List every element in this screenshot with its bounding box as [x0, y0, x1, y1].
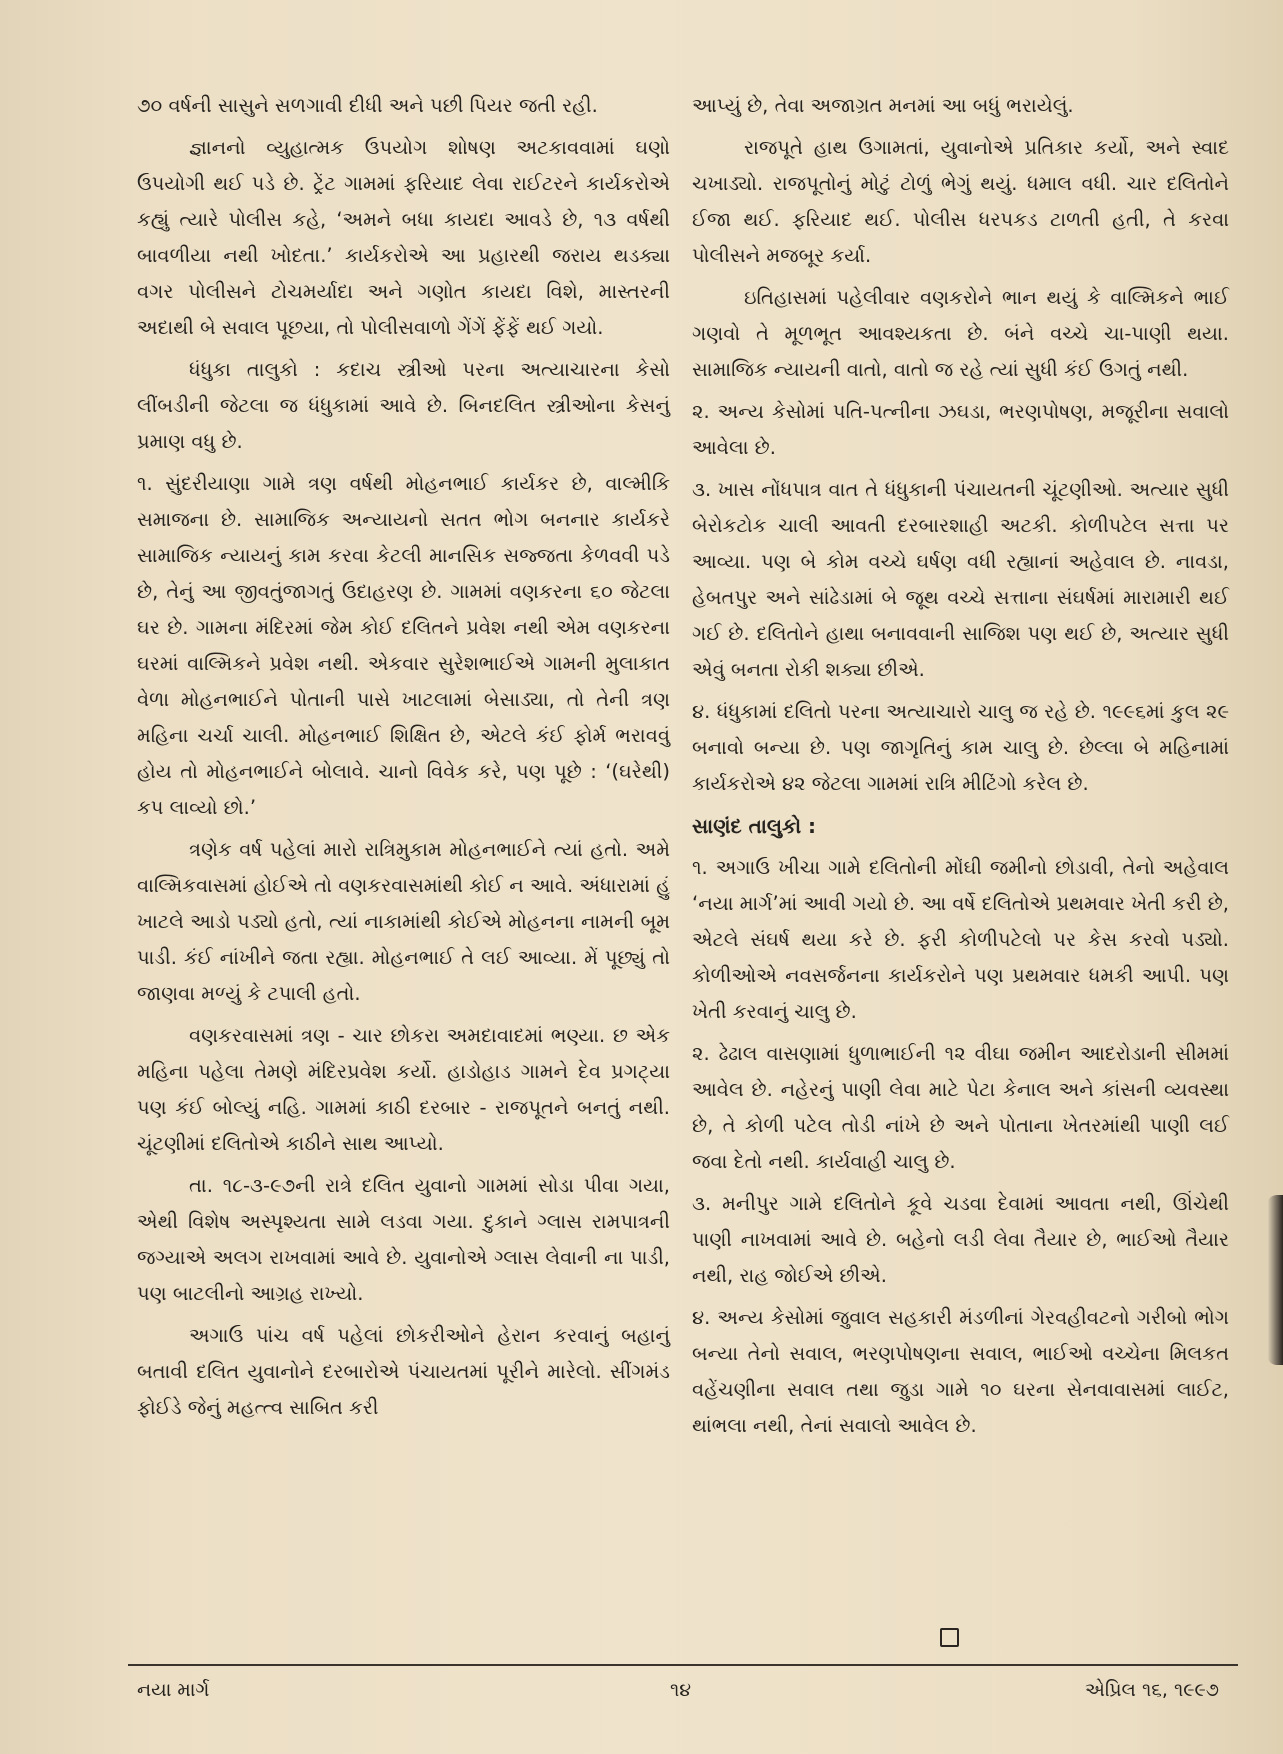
paragraph: આપ્યું છે, તેવા અજાગ્રત મનમાં આ બધું ભરાયેલું. [692, 94, 1074, 117]
section-heading: સાણંદ તાલુકો : [692, 814, 817, 838]
paragraph: ૧. અગાઉ ખીચા ગામે દલિતોની મોંઘી જમીનો છોડાવી, તેનો અહેવાલ ‘નયા માર્ગ’માં આવી ગયો છે. આ વર્ષે દલિતોએ પ્રથમવાર ખેતી કરી છે, એટલે સંઘર્ષ થયા કરે છે. ફરી કોળીપટેલો પર કેસ કરવો પડ્યો. કોળીઓએ નવસર્જનના કાર્યકરોને પણ પ્રથમવાર ધમકી આપી. પણ ખેતી કરવાનું ચાલુ છે. [692, 856, 1229, 1023]
paragraph: ૪. અન્ય કેસોમાં જુવાલ સહકારી મંડળીનાં ગેરવહીવટનો ગરીબો ભોગ બન્યા તેનો સવાલ, ભરણપોષણના સવાલ, ભાઈઓ વચ્ચેના મિલકત વહેંચણીના સવાલ તથા જુડા ગામે ૧૦ ઘરના સેનવાવાસમાં લાઈટ, થાંભલા નથી, તેનાં સવાલો આવેલ છે. [692, 1306, 1229, 1437]
paragraph: ૩. ખાસ નોંધપાત્ર વાત તે ધંધુકાની પંચાયતની ચૂંટણીઓ. અત્યાર સુધી બેરોકટોક ચાલી આવતી દરબારશાહી અટકી. કોળીપટેલ સત્તા પર આવ્યા. પણ બે કોમ વચ્ચે ઘર્ષણ વધી રહ્યાનાં અહેવાલ છે. નાવડા, હેબતપુર અને સાંઢેડામાં બે જૂથ વચ્ચે સત્તાના સંઘર્ષમાં મારામારી થઈ ગઈ છે. દલિતોને હાથા બનાવવાની સાજિશ પણ થઈ છે, અત્યાર સુધી એવું બનતા રોકી શક્યા છીએ. [692, 478, 1229, 681]
paragraph: ત્રણેક વર્ષ પહેલાં મારો રાત્રિમુકામ મોહનભાઈને ત્યાં હતો. અમે વાલ્મિકવાસમાં હોઈએ તો વણકરવાસમાંથી કોઈ ન આવે. અંધારામાં હું ખાટલે આડો પડ્યો હતો, ત્યાં નાકામાંથી કોઈએ મોહનના નામની બૂમ પાડી. કંઈ નાંખીને જતા રહ્યા. મોહનભાઈ તે લઈ આવ્યા. મેં પૂછ્યું તો જાણવા મળ્યું કે ટપાલી હતો. [137, 838, 670, 1005]
paragraph: વણકરવાસમાં ત્રણ - ચાર છોકરા અમદાવાદમાં ભણ્યા. છ એક મહિના પહેલા તેમણે મંદિરપ્રવેશ કર્યો. હાડોહાડ ગામને દેવ પ્રગટ્યા પણ કંઈ બોલ્યું નહિ. ગામમાં કાઠી દરબાર - રાજપૂતને બનતું નથી. ચૂંટણીમાં દલિતોએ કાઠીને સાથ આપ્યો. [137, 1024, 670, 1155]
issue-date: એપ્રિલ ૧૬, ૧૯૯૭ [1084, 1679, 1219, 1701]
paragraph: ઇતિહાસમાં પહેલીવાર વણકરોને ભાન થયું કે વાલ્મિકને ભાઈ ગણવો તે મૂળભૂત આવશ્યકતા છે. બંને વચ્ચે ચા-પાણી થયા. સામાજિક ન્યાયની વાતો, વાતો જ રહે ત્યાં સુધી કંઈ ઉગતું નથી. [692, 286, 1229, 381]
paragraph: ધંધુકા તાલુકો : કદાચ સ્ત્રીઓ પરના અત્યાચારના કેસો લીંબડીની જેટલા જ ધંધુકામાં આવે છે. બિનદલિત સ્ત્રીઓના કેસનું પ્રમાણ વધુ છે. [137, 358, 670, 453]
paragraph: ૩. મનીપુર ગામે દલિતોને કૂવે ચડવા દેવામાં આવતા નથી, ઊંચેથી પાણી નાખવામાં આવે છે. બહેનો લડી લેવા તૈયાર છે, ભાઈઓ તૈયાર નથી, રાહ જોઈએ છીએ. [692, 1192, 1229, 1287]
paragraph: જ્ઞાનનો વ્યુહાત્મક ઉપયોગ શોષણ અટકાવવામાં ઘણો ઉપયોગી થઈ પડે છે. ટ્રેંટ ગામમાં ફરિયાદ લેવા રાઈટરને કાર્યકરોએ કહ્યું ત્યારે પોલીસ કહે, ‘અમને બધા કાયદા આવડે છે, ૧૩ વર્ષથી બાવળીયા નથી ખોદતા.’ કાર્યકરોએ આ પ્રહારથી જરાય થડક્યા વગર પોલીસને ટોચમર્યાદા અને ગણોત કાયદા વિશે, માસ્તરની અદાથી બે સવાલ પૂછયા, તો પોલીસવાળો ગેંગેં ફેંફેં થઈ ગયો. [137, 136, 670, 339]
publication-name: નયા માર્ગ [137, 1679, 210, 1701]
end-of-article-square-icon [940, 1628, 959, 1647]
paragraph: ૨. ઢેઢાલ વાસણામાં ધુળાભાઈની ૧૨ વીઘા જમીન આદરોડાની સીમમાં આવેલ છે. નહેરનું પાણી લેવા માટે પેટા કેનાલ અને કાંસની વ્યવસ્થા છે, તે કોળી પટેલ તોડી નાંખે છે અને પોતાના ખેતરમાંથી પાણી લઈ જવા દેતો નથી. કાર્યવાહી ચાલુ છે. [692, 1042, 1229, 1173]
paragraph: તા. ૧૮-૩-૯૭ની રાત્રે દલિત યુવાનો ગામમાં સોડા પીવા ગયા, એથી વિશેષ અસ્પૃશ્યતા સામે લડવા ગયા. દુકાને ગ્લાસ રામપાત્રની જગ્યાએ અલગ રાખવામાં આવે છે. યુવાનોએ ગ્લાસ લેવાની ના પાડી, પણ બાટલીનો આગ્રહ રાખ્યો. [137, 1174, 670, 1305]
paragraph: રાજપૂતે હાથ ઉગામતાં, યુવાનોએ પ્રતિકાર કર્યો, અને સ્વાદ ચખાડ્યો. રાજપૂતોનું મોટું ટોળું ભેગું થયું. ધમાલ વધી. ચાર દલિતોને ઈજા થઈ. ફરિયાદ થઈ. પોલીસ ધરપકડ ટાળતી હતી, તે કરવા પોલીસને મજબૂર કર્યા. [692, 136, 1229, 267]
paragraph: ૪. ધંધુકામાં દલિતો પરના અત્યાચારો ચાલુ જ રહે છે. ૧૯૯૬માં કુલ ૨૯ બનાવો બન્યા છે. પણ જાગૃતિનું કામ ચાલુ છે. છેલ્લા બે મહિનામાં કાર્યકરોએ ૪૨ જેટલા ગામમાં રાત્રિ મીટિંગો કરેલ છે. [692, 700, 1229, 795]
paragraph: ૨. અન્ય કેસોમાં પતિ-પત્નીના ઝઘડા, ભરણપોષણ, મજૂરીના સવાલો આવેલા છે. [692, 400, 1229, 459]
right-column [692, 88, 1229, 1450]
left-column [137, 88, 670, 1432]
footer-rule [128, 1664, 1238, 1666]
paragraph: અગાઉ પાંચ વર્ષ પહેલાં છોકરીઓને હેરાન કરવાનું બહાનું બતાવી દલિત યુવાનોને દરબારોએ પંચાયતમાં પૂરીને મારેલો. સીંગમંડ ફોઈડે જેનું મહત્ત્વ સાબિત કરી [137, 1324, 670, 1419]
paragraph: ૭૦ વર્ષની સાસુને સળગાવી દીધી અને પછી પિયર જતી રહી. [137, 94, 598, 117]
page-number: ૧૪ [670, 1679, 692, 1701]
paragraph: ૧. સુંદરીયાણા ગામે ત્રણ વર્ષથી મોહનભાઈ કાર્યકર છે, વાલ્મીકિ સમાજના છે. સામાજિક અન્યાયનો સતત ભોગ બનનાર કાર્યકરે સામાજિક ન્યાયનું કામ કરવા કેટલી માનસિક સજ્જતા કેળવવી પડે છે, તેનું આ જીવતુંજાગતું ઉદાહરણ છે. ગામમાં વણકરના ૬૦ જેટલા ઘર છે. ગામના મંદિરમાં જેમ કોઈ દલિતને પ્રવેશ નથી એમ વણકરના ઘરમાં વાલ્મિકને પ્રવેશ નથી. એકવાર સુરેશભાઈએ ગામની મુલાકાત વેળા મોહનભાઈને પોતાની પાસે ખાટલામાં બેસાડ્યા, તો તેની ત્રણ મહિના ચર્ચા ચાલી. મોહનભાઈ શિક્ષિત છે, એટલે કંઈ ફોર્મ ભરાવવું હોય તો મોહનભાઈને બોલાવે. ચાનો વિવેક કરે, પણ પૂછે : ‘(ઘરેથી) કપ લાવ્યો છો.’ [137, 472, 670, 819]
torn-edge-shadow [1267, 1195, 1283, 1365]
